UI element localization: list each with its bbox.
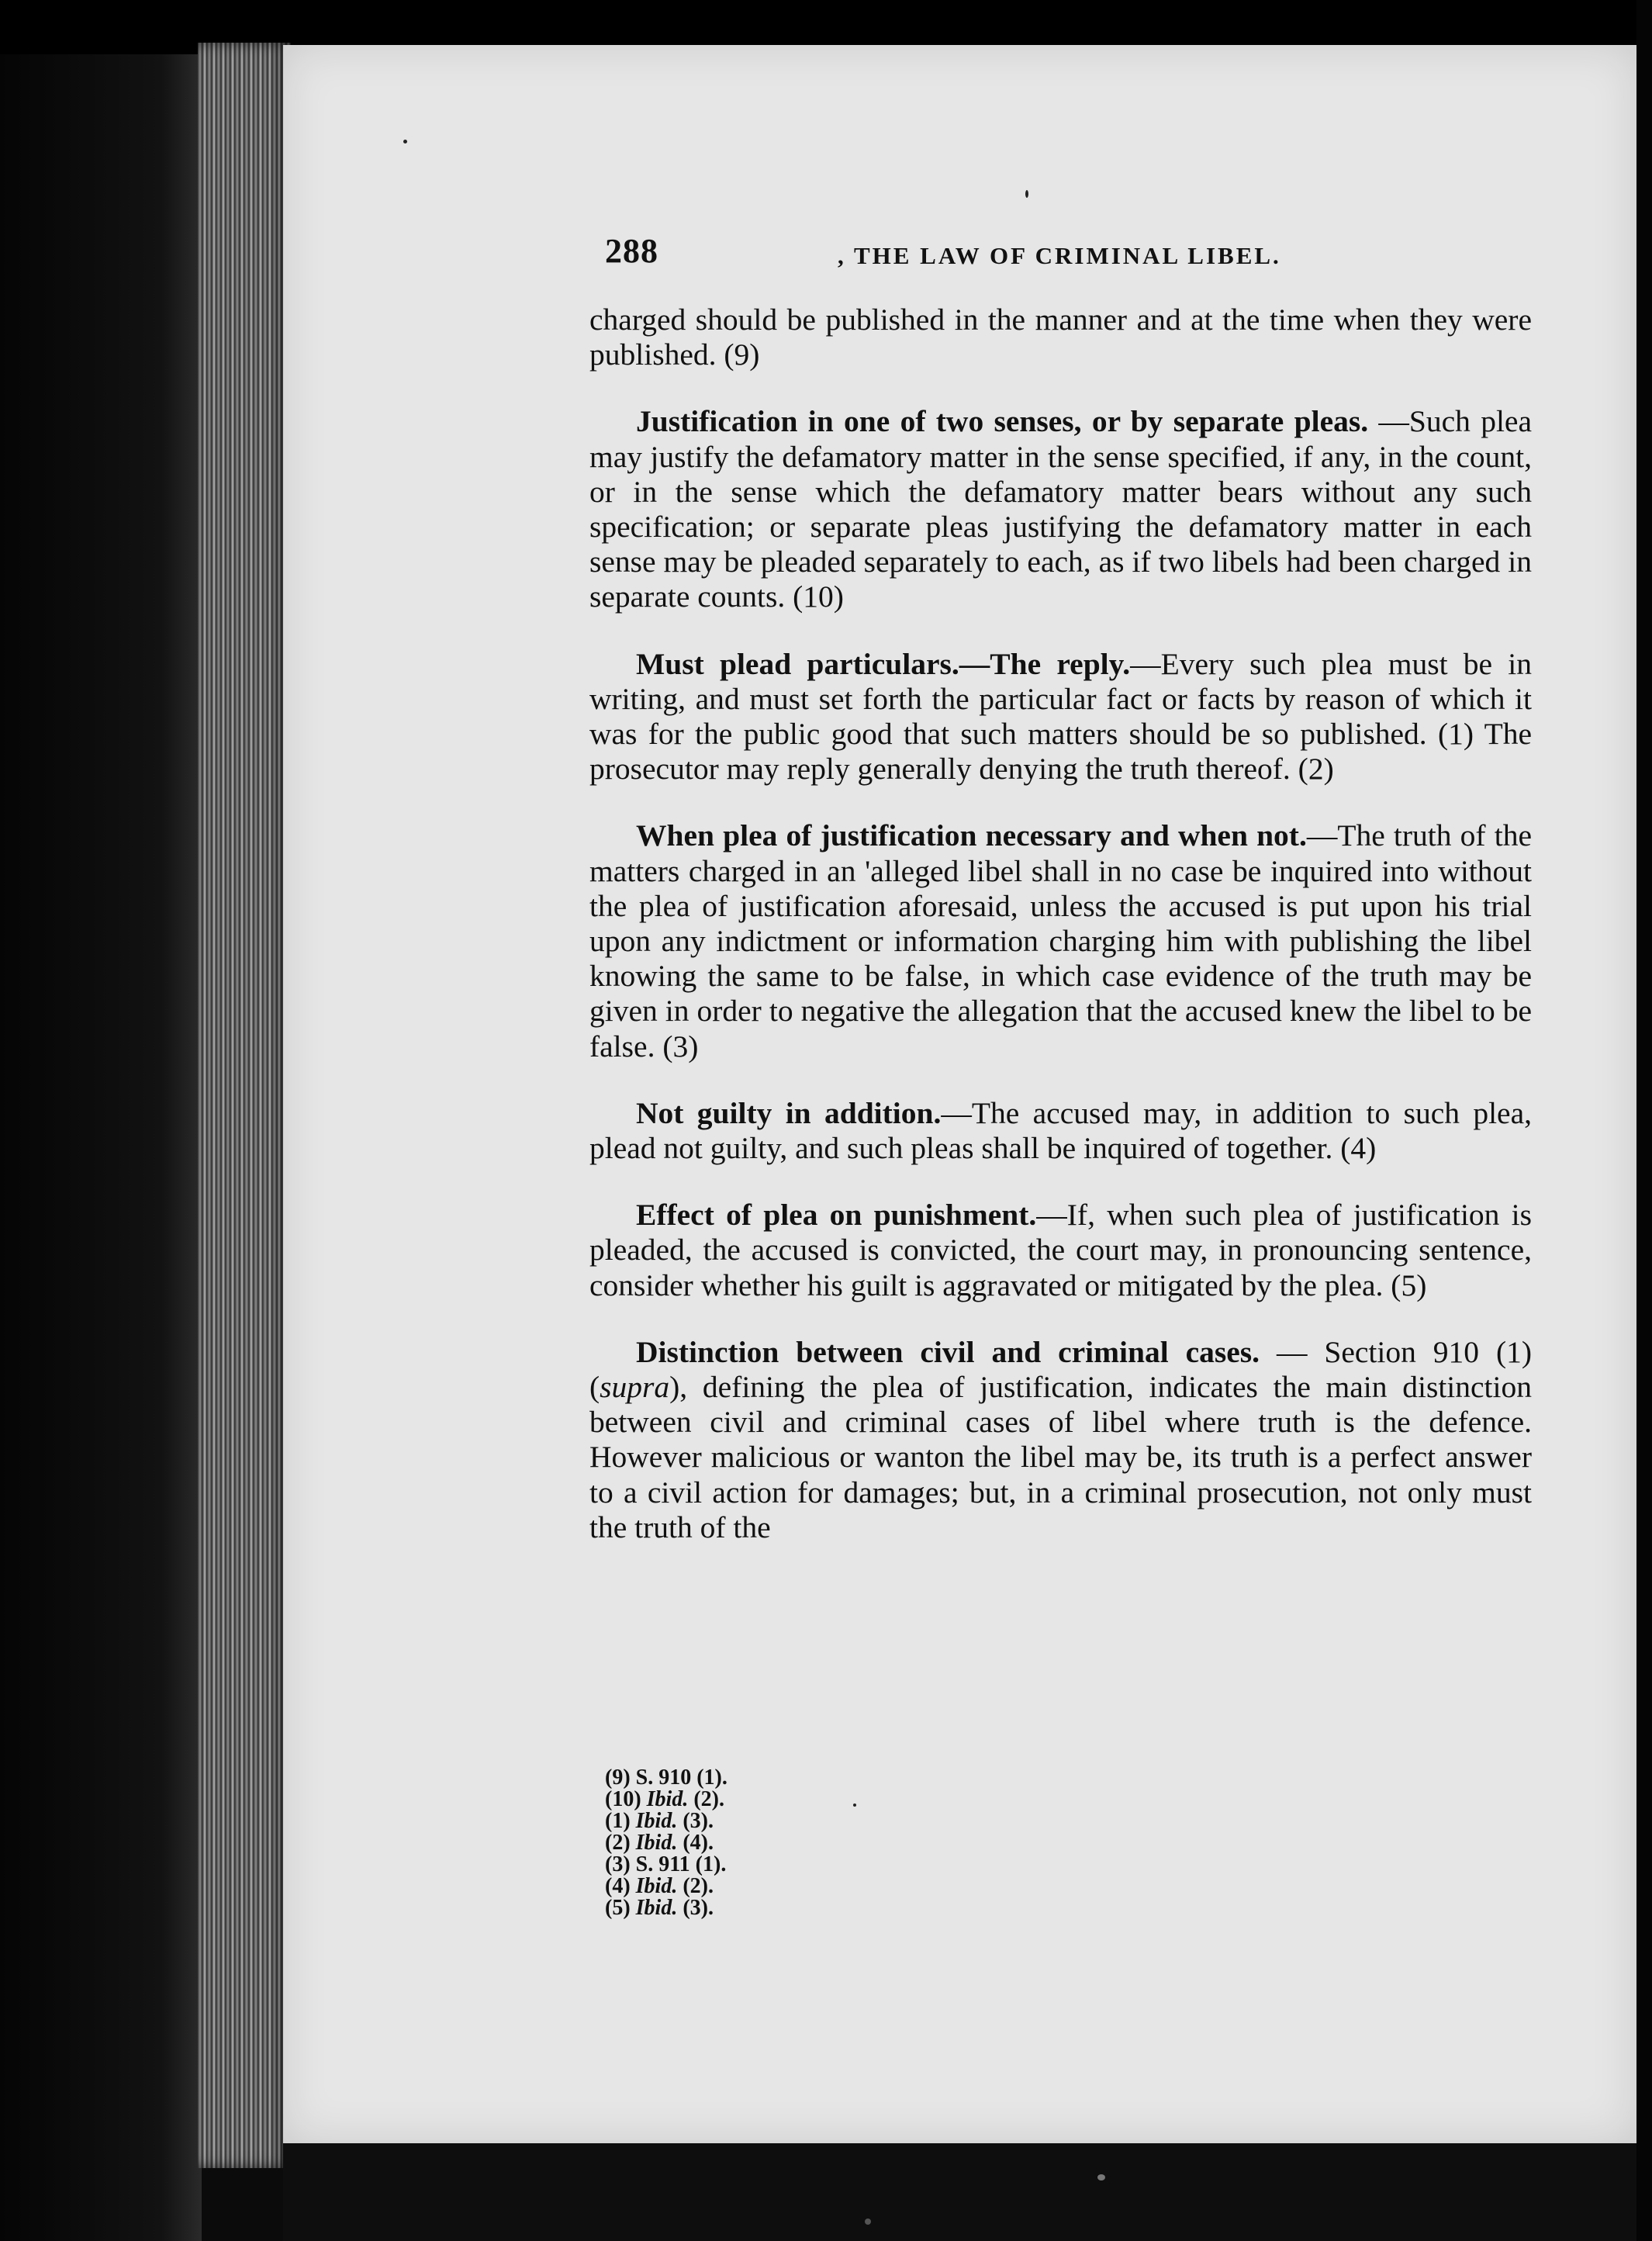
footnote bbox=[605, 1832, 993, 1854]
footnote-ibid: Ibid. bbox=[635, 1874, 683, 1898]
body-text bbox=[589, 303, 1532, 1545]
scan-speck bbox=[403, 140, 407, 144]
footnote-mark: (1) bbox=[605, 1809, 636, 1833]
page-number: 288 bbox=[605, 232, 658, 270]
footnote-reference: (3). bbox=[683, 1896, 714, 1920]
footnote-mark: (4) bbox=[605, 1874, 636, 1898]
footnote-reference: (4). bbox=[683, 1831, 714, 1855]
paragraph bbox=[589, 303, 1532, 372]
right-margin-dark bbox=[1636, 0, 1652, 2241]
scan-speck bbox=[865, 2219, 871, 2225]
paragraph-text: —If, when such plea of justification is pleaded, the accused is convicted, the court may, in pronouncing sentence, consider whether his guilt is aggravated or mitigated by the plea. (5) bbox=[589, 1198, 1532, 1302]
paragraph-heading: Not guilty in addition. bbox=[636, 1095, 942, 1130]
footnote bbox=[605, 1897, 993, 1919]
footnotes bbox=[605, 1767, 993, 1919]
footnote bbox=[605, 1767, 993, 1789]
paragraph-emphasis: supra bbox=[600, 1370, 670, 1405]
paragraph-text: —Every such plea must be in writing, and must set forth the particular fact or facts by reason of which it was for the public good that such matters should be so published. (1) The prosecutor may reply generally denying the truth thereof. (2) bbox=[589, 646, 1533, 787]
paragraph bbox=[589, 1096, 1532, 1166]
footnote-mark: (2) bbox=[605, 1831, 636, 1855]
paragraph-text: ), defining the plea of justification, indicates the main distinction between civil and criminal cases of libel where truth is the defence. However malicious or wanton the libel may be, its truth is a perfect answer to a civil action for damages; but, in a criminal prosecution, not only must the truth of the bbox=[589, 1370, 1532, 1544]
footnote-ibid: Ibid. bbox=[646, 1787, 694, 1811]
footnote bbox=[605, 1876, 993, 1897]
paragraph-text: —Such plea may justify the defamatory matter in the sense specified, if any, in the count, or in the sense which the defamatory matter bears without any such specification; or separate pleas justifying the defamatory matter in each sense may be pleaded separately to each, as if two libels had been charged in separate counts. (10) bbox=[589, 404, 1532, 614]
running-title: , THE LAW OF CRIMINAL LIBEL. bbox=[838, 242, 1281, 269]
paragraph-heading: Justification in one of two senses, or by separate pleas. bbox=[636, 404, 1369, 439]
paragraph-text: —The accused may, in addition to such plea, plead not guilty, and such pleas shall be inquired of together. (4) bbox=[589, 1095, 1533, 1166]
paragraph-text: — Section 910 (1) ( bbox=[589, 1334, 1532, 1405]
left-margin-dark bbox=[0, 0, 202, 2241]
footnote-mark: (9) bbox=[605, 1765, 636, 1790]
footnote-ibid: Ibid. bbox=[635, 1831, 683, 1855]
footnote-mark: (10) bbox=[605, 1787, 647, 1811]
paragraph bbox=[589, 647, 1532, 787]
paragraph bbox=[589, 818, 1532, 1063]
running-head bbox=[605, 231, 1536, 278]
footnote-ibid: Ibid. bbox=[635, 1809, 683, 1833]
paragraph-heading: Must plead particulars.—The reply. bbox=[636, 646, 1131, 681]
paragraph-heading: Effect of plea on punishment. bbox=[636, 1198, 1037, 1233]
footnote-reference: S. 911 (1). bbox=[635, 1852, 727, 1876]
footnote bbox=[605, 1854, 993, 1876]
footnote-reference: (3). bbox=[683, 1809, 714, 1833]
paragraph bbox=[589, 1198, 1532, 1303]
footnote bbox=[605, 1789, 993, 1810]
footnote-mark: (5) bbox=[605, 1896, 636, 1920]
paragraph bbox=[589, 404, 1532, 614]
paragraph-heading: When plea of justification necessary and when not. bbox=[636, 818, 1307, 853]
paragraph-text: —The truth of the matters charged in an 'alleged libel shall in no case be inquired into without the plea of justification aforesaid, unless the accused is put upon his trial upon any indictment or information charging him with publishing the libel knowing the same to be false, in which case evidence of the truth may be given in order to negative the allegation that the accused knew the libel to be false. (3) bbox=[589, 818, 1532, 1063]
footnote-reference: (2). bbox=[683, 1874, 714, 1898]
footnote-reference: (2). bbox=[693, 1787, 724, 1811]
paragraph-heading: Distinction between civil and criminal cases. bbox=[636, 1334, 1260, 1369]
paragraph-text: charged should be published in the manner and at the time when they were published. (9) bbox=[589, 303, 1532, 372]
paragraph bbox=[589, 1335, 1532, 1545]
scan-speck bbox=[1025, 190, 1028, 198]
scan-speck bbox=[1097, 2174, 1105, 2180]
footnote-ibid: Ibid. bbox=[635, 1896, 683, 1920]
footnote-mark: (3) bbox=[605, 1852, 636, 1876]
book-page-edges bbox=[198, 43, 291, 2168]
footnote-reference: S. 910 (1). bbox=[635, 1765, 728, 1790]
footnote bbox=[605, 1810, 993, 1832]
bottom-margin-dark bbox=[283, 2143, 1636, 2241]
